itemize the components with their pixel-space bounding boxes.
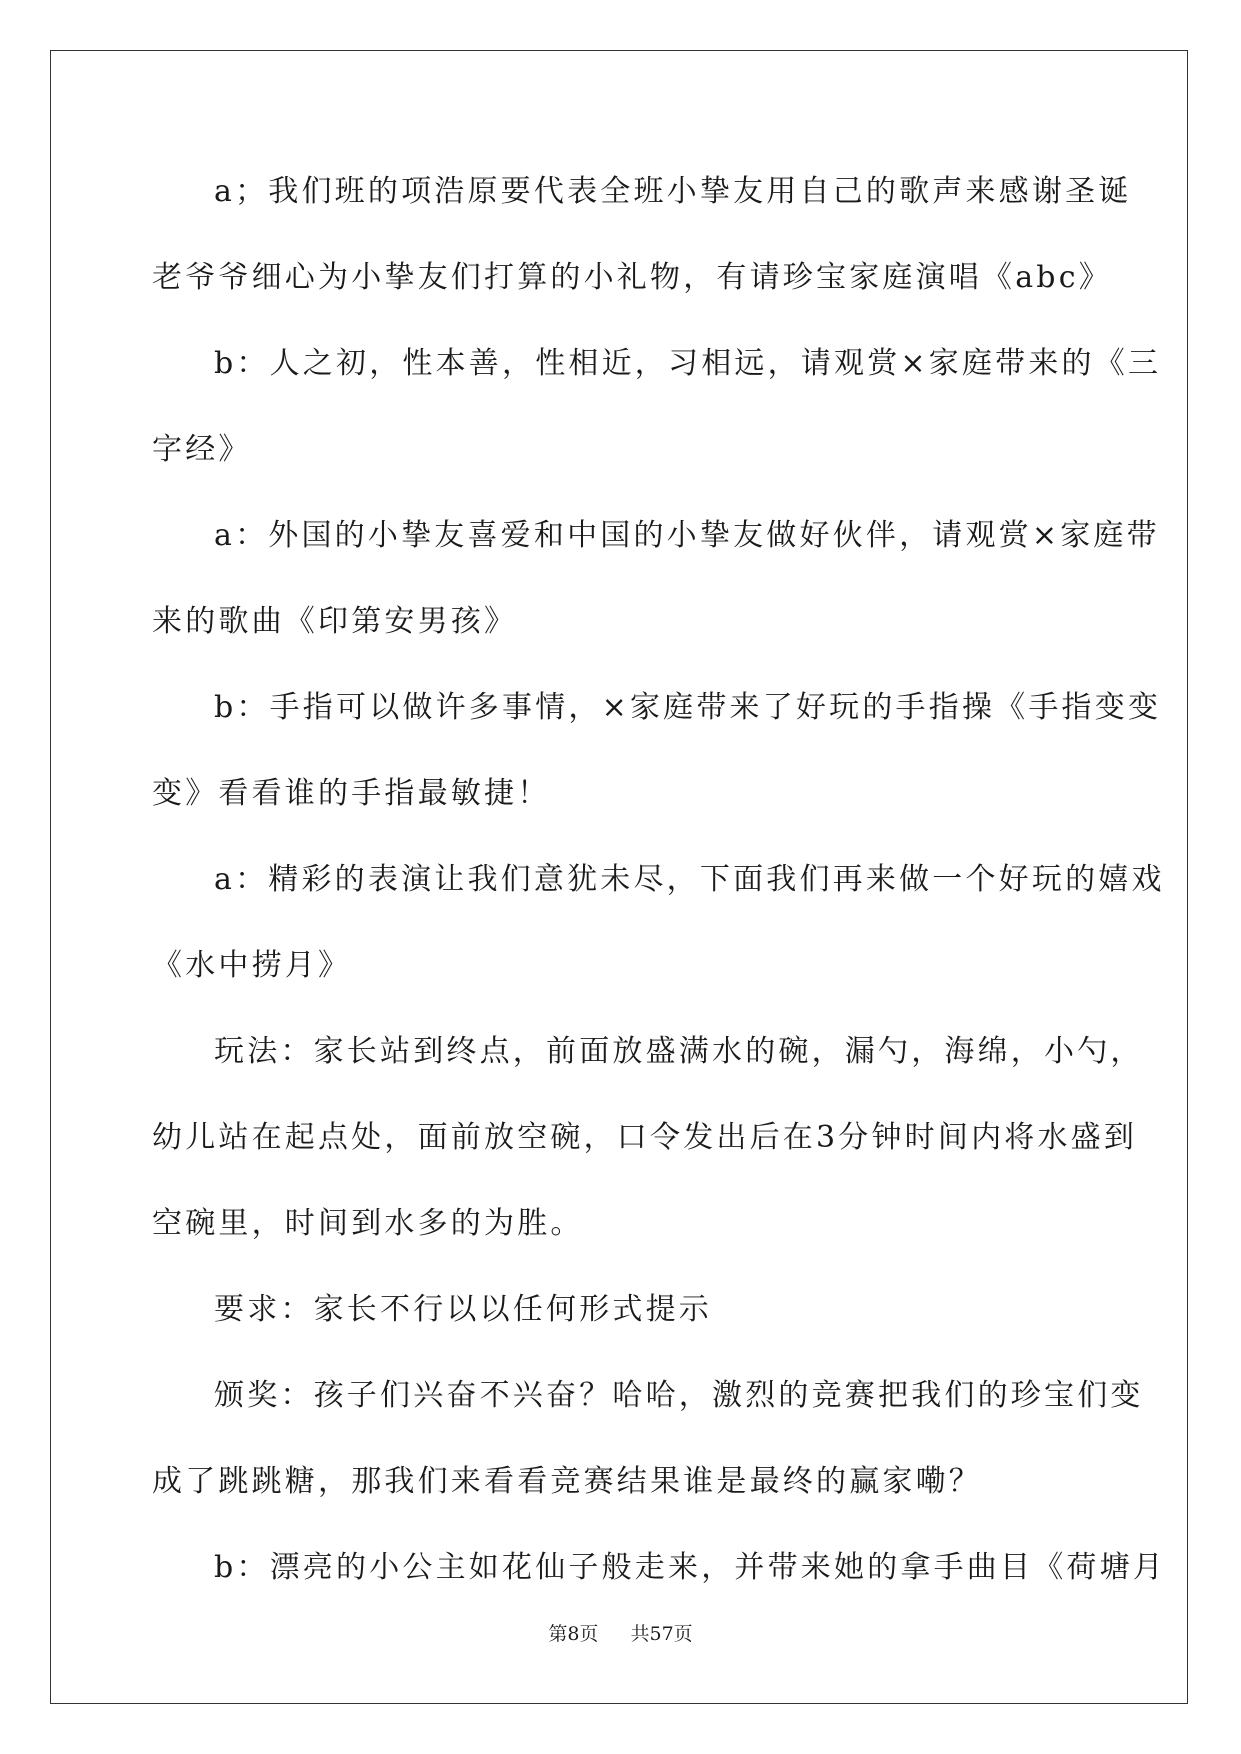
text-line: 变》看看谁的手指最敏捷！ (152, 776, 551, 811)
text-line: 《水中捞月》 (152, 948, 352, 983)
text-line: 成了跳跳糖，那我们来看看竞赛结果谁是最终的赢家嘞？ (152, 1464, 982, 1499)
page-number: 第8页 (548, 1623, 599, 1645)
text-line: a：精彩的表演让我们意犹未尽，下面我们再来做一个好玩的嬉戏 (214, 862, 1165, 897)
page-total: 共57页 (630, 1623, 693, 1645)
text-line: 玩法：家长站到终点，前面放盛满水的碗，漏勺，海绵，小勺， (214, 1034, 1144, 1069)
text-line: a；我们班的项浩原要代表全班小挚友用自己的歌声来感谢圣诞 (214, 174, 1132, 209)
page-footer (0, 1619, 1241, 1646)
text-line: 颁奖：孩子们兴奋不兴奋？哈哈，激烈的竞赛把我们的珍宝们变 (214, 1378, 1144, 1413)
text-line: 空碗里，时间到水多的为胜。 (152, 1206, 584, 1241)
text-line: b：手指可以做许多事情，×家庭带来了好玩的手指操《手指变变 (214, 690, 1162, 725)
text-line: 老爷爷细心为小挚友们打算的小礼物，有请珍宝家庭演唱《abc》 (152, 260, 1112, 295)
text-line: 幼儿站在起点处，面前放空碗，口令发出后在3分钟时间内将水盛到 (152, 1120, 1138, 1155)
text-line: b：漂亮的小公主如花仙子般走来，并带来她的拿手曲目《荷塘月 (214, 1550, 1167, 1585)
text-line: b：人之初，性本善，性相近，习相远，请观赏×家庭带来的《三 (214, 346, 1162, 381)
text-line: 要求：家长不行以以任何形式提示 (214, 1292, 712, 1327)
document-body (152, 164, 1167, 1626)
text-line: 字经》 (152, 432, 252, 467)
text-line: 来的歌曲《印第安男孩》 (152, 604, 518, 639)
text-line: a：外国的小挚友喜爱和中国的小挚友做好伙伴，请观赏×家庭带 (214, 518, 1160, 553)
